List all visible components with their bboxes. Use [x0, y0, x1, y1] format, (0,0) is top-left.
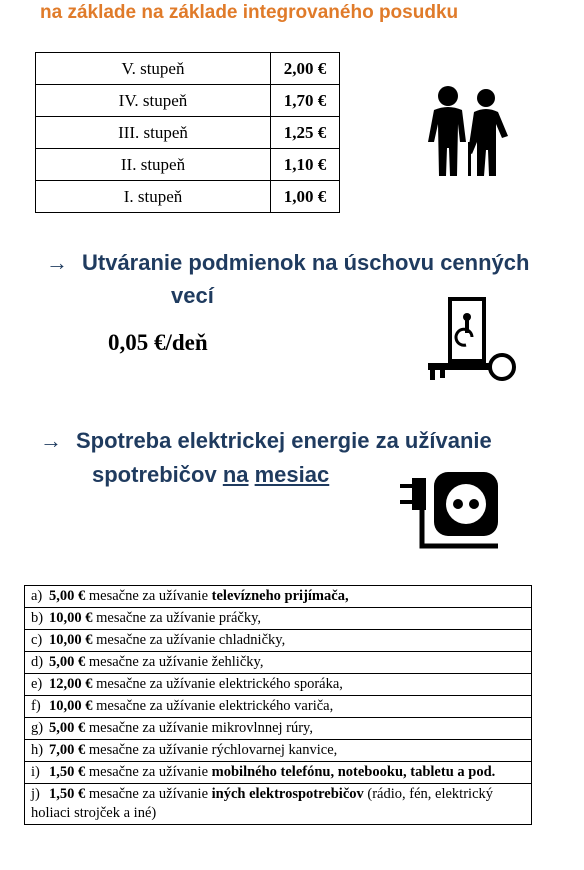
item-text: mesačne za užívanie žehličky,: [85, 654, 264, 670]
level-price: 1,25 €: [271, 117, 340, 149]
level-price: 1,10 €: [271, 149, 340, 181]
item-letter: b): [31, 610, 44, 626]
list-item: [25, 696, 532, 718]
item-text: mesačne za užívanie rýchlovarnej kanvice,: [85, 742, 338, 758]
table-row: [36, 149, 340, 181]
item-letter: f): [31, 698, 41, 714]
item-amount: 5,00 €: [49, 588, 86, 604]
item-text: mesačne za užívanie mikrovlnnej rúry,: [85, 720, 313, 736]
list-item: [25, 630, 532, 652]
storage-price: 0,05 €/deň: [108, 330, 208, 355]
table-row: [25, 740, 532, 762]
list-item: [25, 674, 532, 696]
item-amount: 7,00 €: [49, 742, 86, 758]
item-amount: 1,50 €: [49, 786, 86, 802]
level-label: II. stupeň: [36, 149, 271, 181]
item-amount: 10,00 €: [49, 632, 93, 648]
list-item: [25, 762, 532, 784]
item-letter: c): [31, 632, 43, 648]
list-item: [25, 740, 532, 762]
electricity-heading-line1: Spotreba elektrickej energie za užívanie: [76, 428, 492, 453]
item-text: mesačne za užívanie: [85, 786, 212, 802]
item-letter: j): [31, 786, 40, 802]
electricity-heading-mesiac: mesiac: [254, 462, 330, 487]
level-label: IV. stupeň: [36, 85, 271, 117]
list-item: [25, 652, 532, 674]
table-row: [25, 630, 532, 652]
elderly-people-icon: [424, 84, 516, 178]
care-level-table: [35, 52, 340, 213]
item-amount: 10,00 €: [49, 610, 93, 626]
item-rest: (rádio, fén, elektrický holiaci strojček a iné): [31, 786, 493, 821]
list-item: [25, 784, 532, 825]
item-letter: h): [31, 742, 44, 758]
level-price: 1,00 €: [271, 181, 340, 213]
electricity-items-table: [24, 585, 532, 825]
item-bold: iných elektrospotrebičov: [211, 786, 364, 802]
item-text: mesačne za užívanie chladničky,: [92, 632, 286, 648]
list-item: [25, 586, 532, 608]
level-label: V. stupeň: [36, 53, 271, 85]
table-row: [25, 652, 532, 674]
storage-heading-line1: Utváranie podmienok na úschovu cenných: [82, 250, 530, 275]
item-letter: g): [31, 720, 44, 736]
storage-heading-line2: vecí: [171, 283, 214, 308]
item-text: mesačne za užívanie: [85, 588, 212, 604]
item-amount: 1,50 €: [49, 764, 86, 780]
table-row: [25, 608, 532, 630]
table-row: [25, 718, 532, 740]
electricity-heading-line2: [92, 462, 329, 488]
item-text: mesačne za užívanie elektrického variča,: [92, 698, 334, 714]
electricity-heading-prefix: spotrebičov: [92, 462, 223, 487]
level-price: 1,70 €: [271, 85, 340, 117]
item-text: mesačne za užívanie elektrického sporáka,: [92, 676, 343, 692]
item-letter: a): [31, 588, 43, 604]
table-row: [25, 586, 532, 608]
level-label: III. stupeň: [36, 117, 271, 149]
key-lock-icon: [426, 297, 518, 389]
item-amount: 10,00 €: [49, 698, 93, 714]
item-amount: 12,00 €: [49, 676, 93, 692]
table-row: [36, 53, 340, 85]
electricity-heading: [40, 428, 492, 454]
item-amount: 5,00 €: [49, 654, 86, 670]
electricity-heading-na: na: [222, 462, 249, 487]
item-letter: e): [31, 676, 43, 692]
level-price: 2,00 €: [271, 53, 340, 85]
list-item: [25, 608, 532, 630]
table-row: [25, 784, 532, 825]
item-letter: d): [31, 654, 44, 670]
table-row: [36, 85, 340, 117]
section-title: na základe na základe integrovaného posudku: [40, 2, 459, 23]
item-text: mesačne za užívanie práčky,: [92, 610, 262, 626]
item-amount: 5,00 €: [49, 720, 86, 736]
list-item: [25, 718, 532, 740]
table-row: [25, 696, 532, 718]
table-row: [36, 181, 340, 213]
item-text: mesačne za užívanie: [85, 764, 212, 780]
table-row: [25, 762, 532, 784]
storage-heading: [46, 250, 529, 276]
table-row: [25, 674, 532, 696]
arrow-right-icon: →: [40, 428, 62, 453]
table-row: [36, 117, 340, 149]
item-bold: televízneho prijímača,: [211, 588, 349, 604]
item-bold: mobilného telefónu, notebooku, tabletu a pod.: [211, 764, 496, 780]
level-label: I. stupeň: [36, 181, 271, 213]
item-letter: i): [31, 764, 40, 780]
plug-socket-icon: [398, 470, 502, 552]
arrow-right-icon: →: [46, 250, 68, 275]
